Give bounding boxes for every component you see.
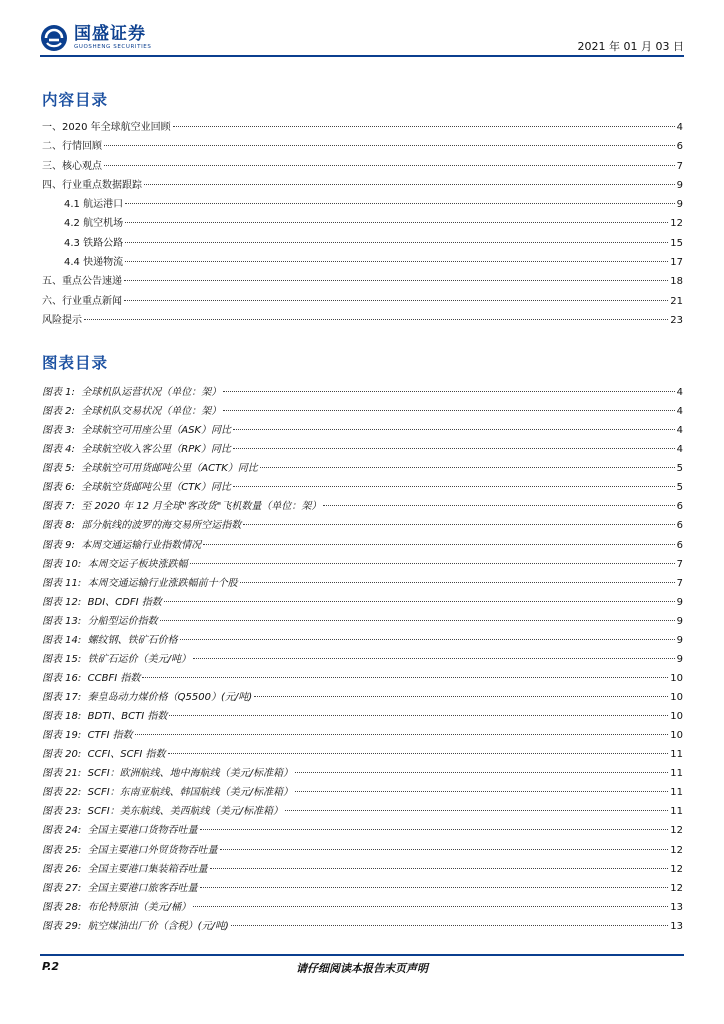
dot-leader [180,627,675,640]
dot-leader [164,589,675,602]
dot-leader [84,307,668,320]
toc-entry-label: 二、行情回顾 [42,141,102,153]
figure-page: 5 [676,482,683,494]
dot-leader [104,153,675,166]
figure-number: 图表 18: [42,711,82,723]
figure-title: 全球航空可用货邮吨公里（ACTK）同比 [81,463,258,475]
dot-leader [125,191,675,204]
toc-entry-page: 15 [670,237,683,249]
footer-divider [40,954,684,956]
figure-number: 图表 23: [42,806,82,818]
figure-number: 图表 10: [42,558,82,570]
contents-list [42,117,683,329]
toc-entry-label: 一、2020 年全球航空业回顾 [42,122,171,133]
figures-list [42,382,683,935]
figure-title: 全国主要港口旅客吞吐量 [87,882,198,894]
figure-page: 11 [670,787,683,799]
dot-leader [223,398,674,411]
dot-leader [144,172,675,185]
figure-title: 全球航空可用座公里（ASK）同比 [81,425,232,437]
contents-title: 内容目录 [42,91,109,109]
figure-page: 4 [676,425,683,437]
figure-title: 秦皇岛动力煤价格（Q5500）(元/吨) [87,692,253,703]
figure-title: 航空煤油出厂价（含税）(元/吨) [87,920,229,932]
figure-page: 11 [670,806,683,818]
toc-entry-page: 12 [670,218,683,230]
figure-number: 图表 24: [42,825,82,837]
header-divider [40,55,684,57]
figure-page: 11 [670,749,683,761]
figure-page: 4 [676,387,683,398]
figure-title: 本周交运子板块涨跌幅 [87,558,188,570]
dot-leader [169,703,668,716]
dot-leader [193,646,675,659]
dot-leader [193,894,668,907]
figure-page: 5 [676,463,683,475]
figure-page: 9 [676,615,683,627]
dot-leader [125,230,668,243]
figure-page: 10 [670,692,683,703]
toc-entry-label: 4.4 快递物流 [64,257,124,269]
dot-leader [203,532,674,545]
brand-logo [40,22,151,54]
dot-leader [210,856,669,869]
dot-leader [190,551,675,564]
figure-number: 图表 21: [42,768,82,780]
toc-entry[interactable] [42,310,683,329]
dot-leader [231,913,668,926]
dot-leader [260,455,675,468]
figure-title: 本周交通运输行业指数情况 [81,539,202,551]
figure-number: 图表 16: [42,672,82,684]
figure-number: 图表 25: [42,844,82,856]
dot-leader [243,512,674,525]
figure-page: 6 [676,539,683,551]
dot-leader [323,493,674,506]
dot-leader [254,684,668,697]
figure-page: 10 [670,711,683,723]
toc-entry-label: 六、行业重点新闻 [42,295,122,307]
dot-leader [125,249,668,262]
dot-leader [233,474,675,487]
figure-title: 本周交通运输行业涨跌幅前十个股 [87,577,238,589]
figure-page: 7 [676,577,683,589]
figure-entry[interactable] [42,916,683,935]
figure-number: 图表 5: [42,463,75,475]
figure-number: 图表 26: [42,863,82,875]
dot-leader [295,760,668,773]
toc-entry-page: 21 [670,295,683,307]
figure-title: 分船型运价指数 [87,615,158,627]
dot-leader [125,210,668,223]
dot-leader [233,436,675,449]
dot-leader [104,133,675,146]
brand-name-en: GUOSHENG SECURITIES [74,44,152,50]
toc-entry-page: 7 [676,160,683,172]
figure-title: 全国主要港口外贸货物吞吐量 [87,844,218,856]
figure-page: 12 [670,844,683,856]
figure-title: 全国主要港口集装箱吞吐量 [87,863,208,875]
dot-leader [124,288,668,301]
figure-number: 图表 2: [42,406,75,418]
figure-number: 图表 1: [42,387,75,398]
figure-number: 图表 6: [42,482,75,494]
figure-number: 图表 12: [42,596,82,608]
figure-title: 全国主要港口货物吞吐量 [87,825,198,837]
figure-title: CCFI、SCFI 指数 [87,749,166,761]
figure-title: 全球机队运营状况（单位：架） [81,387,222,398]
figure-title: 布伦特原油（美元/桶） [87,901,192,913]
brand-name: 国盛证券 [74,24,146,44]
figure-number: 图表 22: [42,787,82,799]
figure-page: 12 [670,825,683,837]
dot-leader [295,779,668,792]
figure-title: 部分航线的波罗的海交易所空运指数 [81,520,242,532]
figure-number: 图表 29: [42,920,82,932]
toc-entry-page: 9 [676,199,683,211]
logo-icon [40,24,68,52]
figure-page: 10 [670,672,683,684]
figure-page: 9 [676,596,683,608]
dot-leader [200,817,669,830]
toc-entry-page: 9 [676,179,683,191]
figure-page: 6 [676,520,683,532]
figure-title: 全球航空货邮吨公里（CTK）同比 [81,482,231,494]
figure-title: 至 2020 年 12 月全球"客改货"飞机数量（单位：架） [81,501,322,513]
figure-number: 图表 17: [42,692,82,703]
figure-number: 图表 7: [42,501,75,513]
page-header [40,20,684,56]
figures-title: 图表目录 [42,354,109,372]
figure-number: 图表 3: [42,425,75,437]
figure-number: 图表 19: [42,730,82,742]
figure-page: 12 [670,882,683,894]
figure-number: 图表 14: [42,634,82,646]
figure-title: 铁矿石运价（美元/吨） [87,653,192,665]
figure-page: 9 [676,653,683,665]
toc-entry-label: 五、重点公告速递 [42,276,122,288]
figure-number: 图表 11: [42,577,82,589]
figure-page: 6 [676,501,683,513]
figure-page: 4 [676,444,683,456]
dot-leader [124,268,668,281]
figure-number: 图表 28: [42,901,82,913]
toc-entry-page: 4 [676,122,683,133]
toc-entry-page: 18 [670,276,683,288]
toc-entry-page: 17 [670,257,683,269]
dot-leader [142,665,668,678]
dot-leader [220,837,669,850]
figure-title: CCBFI 指数 [87,672,141,684]
dot-leader [285,798,668,811]
figure-title: BDI、CDFI 指数 [87,596,162,608]
figure-page: 9 [676,634,683,646]
figure-page: 13 [670,920,683,932]
figure-number: 图表 15: [42,653,82,665]
figure-title: SCFI：欧洲航线、地中海航线（美元/标准箱） [87,768,294,780]
dot-leader [233,417,675,430]
report-date: 2021 年 01 月 03 日 [577,40,684,53]
disclaimer-note: 请仔细阅读本报告末页声明 [296,962,428,975]
figure-title: 全球航空收入客公里（RPK）同比 [81,444,231,456]
dot-leader [135,722,669,735]
dot-leader [160,608,675,621]
dot-leader [200,875,669,888]
dot-leader [223,379,674,392]
figure-title: BDTI、BCTI 指数 [87,711,168,723]
toc-entry-page: 23 [670,314,683,326]
figure-number: 图表 8: [42,520,75,532]
figure-title: SCFI：美东航线、美西航线（美元/标准箱） [87,806,284,818]
toc-entry-label: 四、行业重点数据跟踪 [42,179,142,191]
figure-page: 10 [670,730,683,742]
toc-entry-label: 4.1 航运港口 [64,199,124,211]
figure-number: 图表 20: [42,749,82,761]
figure-number: 图表 9: [42,539,75,551]
figure-number: 图表 13: [42,615,82,627]
page-number: P.2 [42,960,60,973]
toc-entry-label: 风险提示 [42,314,82,326]
figure-page: 7 [676,558,683,570]
figure-title: CTFI 指数 [87,730,133,742]
figure-page: 13 [670,901,683,913]
toc-entry-page: 6 [676,141,683,153]
figure-number: 图表 27: [42,882,82,894]
dot-leader [168,741,669,754]
dot-leader [173,114,675,127]
figure-page: 4 [676,406,683,418]
toc-entry-label: 4.3 铁路公路 [64,237,124,249]
toc-entry-label: 4.2 航空机场 [64,218,124,230]
figure-title: 全球机队交易状况（单位：架） [81,406,222,418]
toc-entry-label: 三、核心观点 [42,160,102,172]
figure-title: SCFI：东南亚航线、韩国航线（美元/标准箱） [87,787,294,799]
figure-page: 11 [670,768,683,780]
figure-title: 螺纹钢、铁矿石价格 [87,634,178,646]
figure-page: 12 [670,863,683,875]
dot-leader [240,570,675,583]
figure-number: 图表 4: [42,444,75,456]
